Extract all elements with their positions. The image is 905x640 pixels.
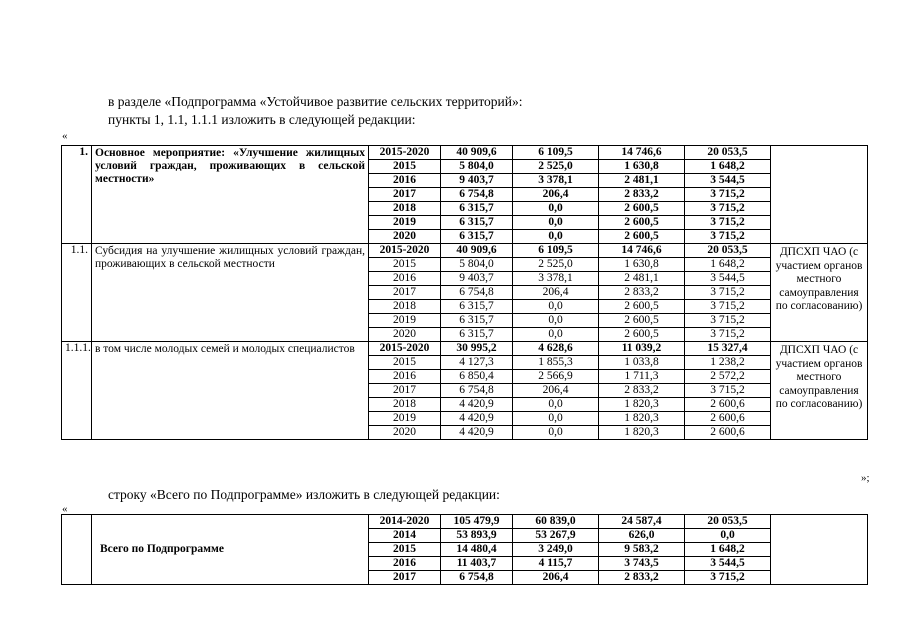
value-cell: 2 833,2 (599, 286, 685, 300)
value-cell: 1 033,8 (599, 356, 685, 370)
value-cell: 3 715,2 (685, 314, 771, 328)
section-line: строку «Всего по Подпрограмме» изложить в следующей редакции: (108, 487, 500, 502)
value-cell: 2 833,2 (599, 188, 685, 202)
value-cell: 0,0 (513, 412, 599, 426)
year-cell: 2015 (369, 258, 441, 272)
value-cell: 11 039,2 (599, 342, 685, 356)
value-cell: 206,4 (513, 286, 599, 300)
total-table (61, 514, 868, 585)
value-cell: 1 711,3 (599, 370, 685, 384)
year-cell: 2016 (369, 370, 441, 384)
year-cell: 2017 (369, 286, 441, 300)
value-cell: 3 715,2 (685, 328, 771, 342)
value-cell: 4 127,3 (441, 356, 513, 370)
value-cell: 20 053,5 (685, 146, 771, 160)
value-cell: 206,4 (513, 384, 599, 398)
value-cell: 3 715,2 (685, 230, 771, 244)
value-cell: 40 909,6 (441, 146, 513, 160)
value-cell: 1 630,8 (599, 258, 685, 272)
value-cell: 6 850,4 (441, 370, 513, 384)
value-cell: 20 053,5 (685, 515, 771, 529)
year-cell: 2019 (369, 314, 441, 328)
value-cell: 2 600,5 (599, 300, 685, 314)
value-cell: 2 600,5 (599, 314, 685, 328)
value-cell: 3 715,2 (685, 300, 771, 314)
value-cell: 0,0 (513, 202, 599, 216)
year-cell: 2016 (369, 174, 441, 188)
value-cell: 4 420,9 (441, 426, 513, 440)
item-name: Основное мероприятие: «Улучшение жилищных условий граждан, проживающих в сельской местности» (92, 146, 369, 244)
open-quote-2: « (62, 503, 68, 515)
year-cell: 2017 (369, 571, 441, 585)
value-cell: 3 378,1 (513, 174, 599, 188)
value-cell: 1 648,2 (685, 258, 771, 272)
value-cell: 2 600,5 (599, 230, 685, 244)
value-cell: 5 804,0 (441, 258, 513, 272)
executor-cell: ДПСХП ЧАО (с участием органов местного самоуправления по согласованию) (771, 342, 868, 440)
year-cell: 2015 (369, 160, 441, 174)
value-cell: 6 315,7 (441, 314, 513, 328)
year-cell: 2015-2020 (369, 244, 441, 258)
year-cell: 2020 (369, 230, 441, 244)
year-cell: 2018 (369, 202, 441, 216)
value-cell: 2 600,6 (685, 398, 771, 412)
value-cell: 6 315,7 (441, 202, 513, 216)
item-code: 1.1. (62, 244, 92, 342)
total-code (62, 515, 92, 585)
intro-line-1: в разделе «Подпрограмма «Устойчивое развитие сельских территорий»: (108, 94, 523, 109)
table-row (62, 515, 868, 529)
value-cell: 3 715,2 (685, 384, 771, 398)
year-cell: 2014 (369, 529, 441, 543)
value-cell: 4 628,6 (513, 342, 599, 356)
value-cell: 3 715,2 (685, 188, 771, 202)
value-cell: 626,0 (599, 529, 685, 543)
value-cell: 3 715,2 (685, 286, 771, 300)
value-cell: 30 995,2 (441, 342, 513, 356)
value-cell: 4 420,9 (441, 398, 513, 412)
value-cell: 0,0 (513, 230, 599, 244)
value-cell: 14 746,6 (599, 244, 685, 258)
year-cell: 2017 (369, 384, 441, 398)
year-cell: 2017 (369, 188, 441, 202)
value-cell: 6 109,5 (513, 146, 599, 160)
value-cell: 0,0 (513, 314, 599, 328)
measures-table (61, 145, 868, 440)
value-cell: 105 479,9 (441, 515, 513, 529)
value-cell: 1 648,2 (685, 543, 771, 557)
value-cell: 2 833,2 (599, 571, 685, 585)
value-cell: 1 855,3 (513, 356, 599, 370)
value-cell: 60 839,0 (513, 515, 599, 529)
value-cell: 53 893,9 (441, 529, 513, 543)
value-cell: 6 754,8 (441, 384, 513, 398)
value-cell: 2 600,5 (599, 328, 685, 342)
value-cell: 2 525,0 (513, 258, 599, 272)
value-cell: 0,0 (685, 529, 771, 543)
value-cell: 4 115,7 (513, 557, 599, 571)
value-cell: 6 315,7 (441, 300, 513, 314)
value-cell: 3 715,2 (685, 202, 771, 216)
value-cell: 2 600,6 (685, 426, 771, 440)
value-cell: 4 420,9 (441, 412, 513, 426)
item-code: 1.1.1. (62, 342, 92, 440)
value-cell: 0,0 (513, 426, 599, 440)
value-cell: 6 754,8 (441, 188, 513, 202)
value-cell: 1 820,3 (599, 426, 685, 440)
value-cell: 6 315,7 (441, 216, 513, 230)
value-cell: 206,4 (513, 188, 599, 202)
value-cell: 24 587,4 (599, 515, 685, 529)
year-cell: 2015-2020 (369, 146, 441, 160)
value-cell: 2 833,2 (599, 384, 685, 398)
value-cell: 2 481,1 (599, 174, 685, 188)
value-cell: 14 746,6 (599, 146, 685, 160)
year-cell: 2020 (369, 328, 441, 342)
value-cell: 1 238,2 (685, 356, 771, 370)
value-cell: 0,0 (513, 398, 599, 412)
value-cell: 0,0 (513, 300, 599, 314)
value-cell: 6 754,8 (441, 571, 513, 585)
value-cell: 5 804,0 (441, 160, 513, 174)
value-cell: 2 566,9 (513, 370, 599, 384)
value-cell: 9 403,7 (441, 174, 513, 188)
value-cell: 3 249,0 (513, 543, 599, 557)
year-cell: 2018 (369, 300, 441, 314)
value-cell: 3 715,2 (685, 571, 771, 585)
total-name: Всего по Подпрограмме (92, 515, 369, 585)
value-cell: 6 109,5 (513, 244, 599, 258)
year-cell: 2016 (369, 272, 441, 286)
year-cell: 2019 (369, 412, 441, 426)
value-cell: 20 053,5 (685, 244, 771, 258)
value-cell: 1 820,3 (599, 412, 685, 426)
year-cell: 2019 (369, 216, 441, 230)
value-cell: 3 544,5 (685, 557, 771, 571)
intro-line-2: пункты 1, 1.1, 1.1.1 изложить в следующей редакции: (108, 112, 416, 127)
year-cell: 2015-2020 (369, 342, 441, 356)
value-cell: 0,0 (513, 216, 599, 230)
value-cell: 3 715,2 (685, 216, 771, 230)
value-cell: 3 544,5 (685, 272, 771, 286)
value-cell: 206,4 (513, 571, 599, 585)
value-cell: 1 630,8 (599, 160, 685, 174)
value-cell: 1 648,2 (685, 160, 771, 174)
table-row (62, 342, 868, 356)
value-cell: 2 600,6 (685, 412, 771, 426)
value-cell: 14 480,4 (441, 543, 513, 557)
value-cell: 2 600,5 (599, 216, 685, 230)
value-cell: 11 403,7 (441, 557, 513, 571)
year-cell: 2015 (369, 543, 441, 557)
value-cell: 0,0 (513, 328, 599, 342)
value-cell: 53 267,9 (513, 529, 599, 543)
value-cell: 2 525,0 (513, 160, 599, 174)
value-cell: 3 743,5 (599, 557, 685, 571)
item-name: в том числе молодых семей и молодых специалистов (92, 342, 369, 440)
value-cell: 2 572,2 (685, 370, 771, 384)
value-cell: 6 754,8 (441, 286, 513, 300)
value-cell: 9 403,7 (441, 272, 513, 286)
item-name: Субсидия на улучшение жилищных условий граждан, проживающих в сельской местности (92, 244, 369, 342)
value-cell: 1 820,3 (599, 398, 685, 412)
item-code: 1. (62, 146, 92, 244)
executor-cell (771, 146, 868, 244)
year-cell: 2015 (369, 356, 441, 370)
value-cell: 3 544,5 (685, 174, 771, 188)
executor-cell: ДПСХП ЧАО (с участием органов местного самоуправления по согласованию) (771, 244, 868, 342)
value-cell: 15 327,4 (685, 342, 771, 356)
value-cell: 2 481,1 (599, 272, 685, 286)
table-row (62, 146, 868, 160)
value-cell: 2 600,5 (599, 202, 685, 216)
year-cell: 2018 (369, 398, 441, 412)
year-cell: 2016 (369, 557, 441, 571)
total-executor (771, 515, 868, 585)
open-quote-1: « (62, 130, 68, 142)
value-cell: 9 583,2 (599, 543, 685, 557)
close-mark: »; (861, 472, 870, 484)
value-cell: 6 315,7 (441, 328, 513, 342)
year-cell: 2014-2020 (369, 515, 441, 529)
value-cell: 3 378,1 (513, 272, 599, 286)
table-row (62, 244, 868, 258)
value-cell: 40 909,6 (441, 244, 513, 258)
value-cell: 6 315,7 (441, 230, 513, 244)
year-cell: 2020 (369, 426, 441, 440)
